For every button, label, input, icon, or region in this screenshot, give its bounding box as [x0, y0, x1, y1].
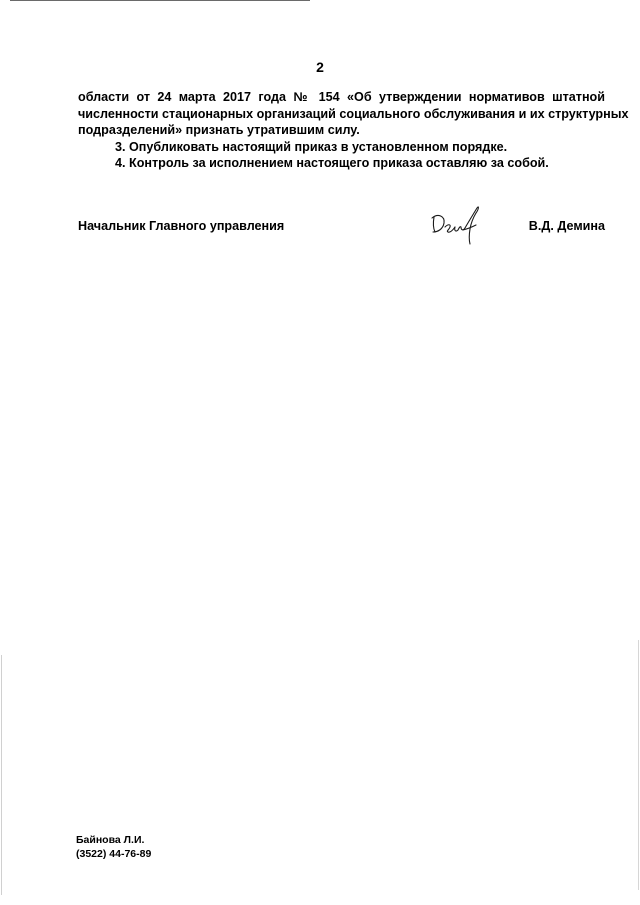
scan-edge-right	[638, 640, 639, 890]
paragraph-line: подразделений» признать утратившим силу.	[78, 123, 360, 137]
signature-block	[78, 219, 605, 239]
item-publish: 3. Опубликовать настоящий приказ в установленном порядке.	[115, 139, 508, 154]
document-body	[78, 89, 629, 172]
handwritten-signature	[428, 203, 482, 249]
executor-name: Байнова Л.И.	[76, 834, 145, 846]
scan-edge-top	[10, 0, 310, 1]
scan-edge-left	[1, 655, 2, 895]
executor-info	[76, 834, 151, 861]
item-control: 4. Контроль за исполнением настоящего приказа оставляю за собой.	[115, 156, 549, 170]
page-number: 2	[316, 59, 324, 75]
paragraph-repeal	[78, 89, 629, 139]
paragraph-line: численности стационарных организаций социального обслуживания и их структурных	[78, 106, 629, 121]
executor-phone: (3522) 44-76-89	[76, 847, 152, 860]
signer-title: Начальник Главного управления	[78, 219, 285, 233]
paragraph-line: области от 24 марта 2017 года № 154 «Об утверждении нормативов штатной	[78, 90, 605, 104]
signer-name: В.Д. Демина	[528, 219, 605, 233]
